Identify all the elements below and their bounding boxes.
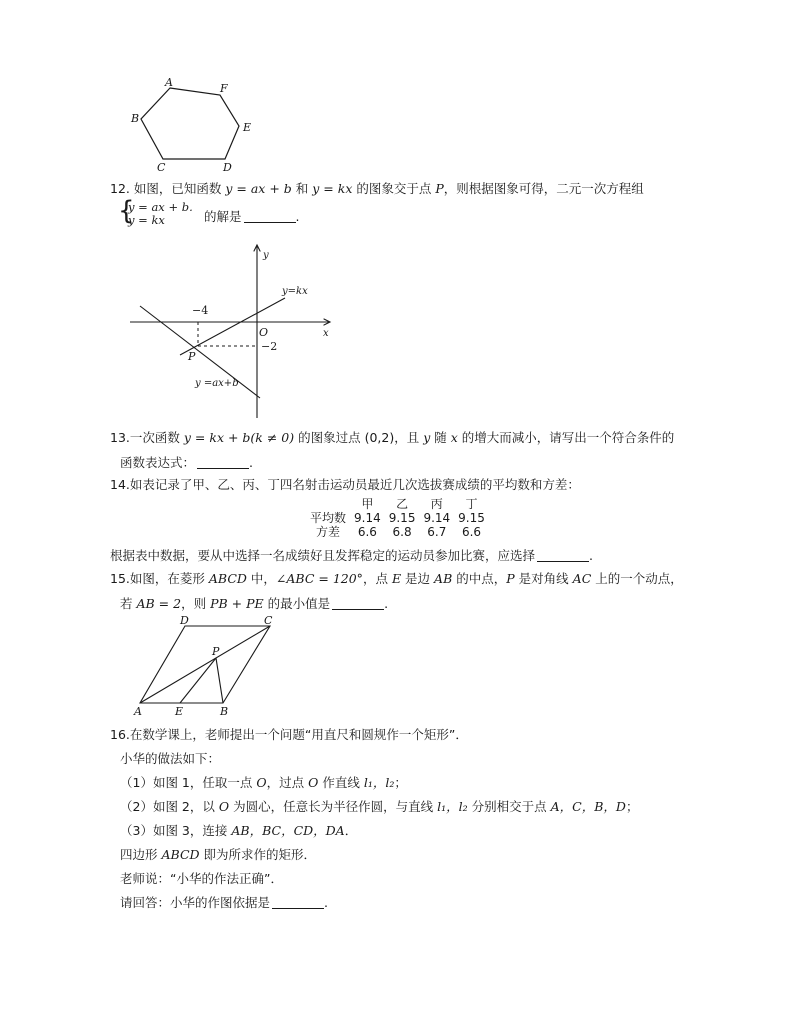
- q16-quad: [120, 847, 316, 863]
- q13-number: 13.: [110, 430, 130, 445]
- hexagon-label-e: E: [243, 121, 252, 134]
- q13-answer-blank[interactable]: [197, 456, 249, 469]
- q12-line2: [204, 209, 300, 225]
- q12-text-a: 如图，已知函数: [133, 181, 222, 196]
- q15-text-e: 的中点，: [456, 571, 507, 586]
- graph-label-axb: y =ax+b: [195, 378, 239, 389]
- hexagon-label-a: A: [165, 76, 173, 89]
- table-row: [306, 511, 489, 525]
- q14-conclusion: [110, 548, 593, 564]
- q14-number: 14.: [110, 477, 130, 492]
- q12-text-e: 的解是: [204, 209, 242, 224]
- q12-graph: [130, 240, 345, 422]
- table-cell: 9.14: [423, 511, 451, 525]
- q15-expr: PB + PE: [210, 596, 264, 611]
- q16-line1: [110, 727, 468, 743]
- q12-system-brace: {: [118, 196, 135, 226]
- q13-line1: [110, 430, 674, 446]
- hexagon-label-d: D: [223, 161, 232, 174]
- q16-step1-o2: O: [308, 775, 319, 790]
- q12-text-c: 的图象交于点: [356, 181, 432, 196]
- q16-step2-b: 为圆心，任意长为半径作圆，与直线: [233, 799, 434, 814]
- q16-step3-segments: AB，BC，CD，DA: [231, 823, 345, 838]
- table-cell: 9.15: [388, 511, 416, 525]
- q15-e: E: [391, 571, 402, 586]
- q13-line2: [120, 455, 253, 471]
- q16-step1-d: ；: [394, 775, 407, 790]
- hexagon-label-b: B: [131, 112, 140, 125]
- q13-text-b: 的图象过点 (0,2)，且: [298, 430, 420, 445]
- rhombus-label-d: D: [180, 614, 189, 627]
- q16-step2-c: 分别相交于点: [471, 799, 547, 814]
- q12-eq1: y = ax + b: [225, 181, 292, 196]
- q13-y: y: [423, 430, 431, 445]
- q15-ac: AC: [572, 571, 592, 586]
- table-cell: 方差: [316, 525, 341, 539]
- q16-step2-points: A，C，B，D: [550, 799, 626, 814]
- q16-step2-d: ；: [625, 799, 639, 814]
- q15-line2-c: 的最小值是: [267, 596, 331, 611]
- q16-ask: [120, 895, 328, 911]
- graph-label-p: P: [188, 350, 196, 363]
- q14-conclusion-text: 根据表中数据，要从中选择一名成绩好且发挥稳定的运动员参加比赛，应选择: [110, 548, 536, 563]
- graph-label-o: O: [259, 326, 269, 339]
- q16-quad-a: 四边形: [120, 847, 158, 862]
- rhombus-label-p: P: [212, 645, 220, 658]
- table-row: [306, 525, 489, 539]
- q13-text-a: 一次函数: [129, 430, 180, 445]
- q16-step1-o: O: [256, 775, 267, 790]
- q16-end: .: [324, 895, 328, 910]
- hexagon-label-c: C: [157, 161, 166, 174]
- table-cell: 9.15: [458, 511, 485, 525]
- q12-text-b: 和: [295, 181, 309, 196]
- q16-teacher: 老师说：“小华的作法正确”．: [120, 871, 283, 886]
- hexagon-label-f: F: [220, 82, 228, 95]
- q12-text-d: ，则根据图象可得，二元一次方程组: [443, 181, 644, 196]
- table-header-cell: 甲: [361, 497, 374, 511]
- q15-text-g: 上的一个动点，: [595, 571, 683, 586]
- q13-eq: y = kx + b(k ≠ 0): [183, 430, 295, 445]
- q16-step1-b: ，过点: [266, 775, 305, 790]
- q16-ask-text: 请回答：小华的作图依据是: [120, 895, 271, 910]
- q14-answer-blank[interactable]: [537, 549, 589, 562]
- q15-text-a: 如图，在菱形: [129, 571, 205, 586]
- q13-text-d: 的增大而减小，请写出一个符合条件的: [461, 430, 675, 445]
- q12-point-p: P: [435, 181, 444, 196]
- q15-text-d: 是边: [405, 571, 431, 586]
- q12-eq2: y = kx: [312, 181, 353, 196]
- q12-equation-system: [118, 196, 208, 229]
- q16-text: 在数学课上，老师提出一个问题“用直尺和圆规作一个矩形”．: [129, 727, 468, 742]
- q16-step2-o: O: [218, 799, 230, 814]
- q14-end: .: [589, 548, 593, 563]
- q15-line2-a: 若: [120, 596, 133, 611]
- q16-step2-lines: l₁，l₂: [437, 799, 468, 814]
- q13-x: x: [450, 430, 458, 445]
- q16-answer-blank[interactable]: [272, 896, 324, 909]
- q16-step3-a: （3）如图 3，连接: [120, 823, 228, 838]
- q16-step3-b: ．: [344, 823, 358, 838]
- q15-ab2: AB = 2: [136, 596, 182, 611]
- q14-stats-table: [306, 497, 489, 539]
- q15-answer-blank[interactable]: [332, 597, 384, 610]
- rhombus-label-e: E: [175, 705, 184, 718]
- q15-line1: [110, 571, 683, 587]
- table-cell: 9.14: [354, 511, 381, 525]
- q16-step1-c: 作直线: [322, 775, 360, 790]
- graph-label-neg4: −4: [192, 304, 209, 317]
- segment-pb: [216, 658, 223, 703]
- diagonal-ac: [140, 626, 270, 703]
- table-cell: 平均数: [310, 511, 347, 525]
- q13-text-c: 随: [434, 430, 447, 445]
- q13-line2-text: 函数表达式：: [120, 455, 196, 470]
- graph-label-neg2: −2: [261, 340, 278, 353]
- q15-number: 15.: [110, 571, 130, 586]
- rhombus-label-a: A: [134, 705, 142, 718]
- q16-number: 16.: [110, 727, 130, 742]
- q16-step1: [120, 775, 407, 791]
- table-cell: 6.6: [357, 525, 377, 539]
- table-cell: 6.6: [461, 525, 482, 539]
- graph-label-x: x: [323, 328, 329, 339]
- q15-p: P: [506, 571, 515, 586]
- table-cell: 6.7: [427, 525, 447, 539]
- rhombus-label-b: B: [220, 705, 229, 718]
- q15-text-c: ，点: [362, 571, 388, 586]
- q16-quad-b: 即为所求作的矩形．: [203, 847, 317, 862]
- q12-number: 12.: [110, 181, 130, 196]
- q16-step1-lines: l₁，l₂: [363, 775, 395, 790]
- q15-ab: AB: [434, 571, 453, 586]
- q14-line1: [110, 477, 580, 493]
- q13-end: .: [249, 455, 253, 470]
- q12-end: .: [295, 209, 300, 224]
- q12-answer-blank[interactable]: [244, 210, 296, 223]
- q14-text: 如表记录了甲、乙、丙、丁四名射击运动员最近几次选拔赛成绩的平均数和方差：: [129, 477, 580, 492]
- q15-line2: [120, 596, 388, 612]
- table-header-cell: 丙: [430, 497, 443, 511]
- q15-line2-b: ，则: [181, 596, 207, 611]
- rhombus-label-c: C: [264, 614, 273, 627]
- q16-step2-a: （2）如图 2，以: [120, 799, 215, 814]
- q15-rhombus-figure: [130, 612, 280, 720]
- table-header-cell: 丁: [465, 497, 478, 511]
- table-header-row: [306, 497, 489, 511]
- q15-text-f: 是对角线: [518, 571, 569, 586]
- q16-quad-abcd: ABCD: [161, 847, 200, 862]
- q15-text-b: 中，: [250, 571, 276, 586]
- table-header-cell: 乙: [396, 497, 409, 511]
- q16-step2: [120, 799, 638, 815]
- q16-intro: 小华的做法如下：: [120, 751, 221, 766]
- q12-system-line2: y = kx: [128, 213, 165, 227]
- q15-abcd: ABCD: [208, 571, 247, 586]
- table-cell: 6.8: [392, 525, 412, 539]
- q15-angle: ∠ABC = 120°: [275, 571, 363, 586]
- graph-label-y: y: [263, 250, 269, 261]
- q12-system-line1: y = ax + b.: [128, 200, 193, 214]
- q16-step3: [120, 823, 357, 839]
- hexagon-figure: [125, 74, 260, 174]
- segment-pe: [180, 658, 216, 703]
- q16-step1-a: （1）如图 1，任取一点: [120, 775, 253, 790]
- graph-label-kx: y=kx: [282, 286, 308, 297]
- q12-line1: [110, 181, 644, 197]
- q15-end: .: [384, 596, 389, 611]
- table-header-cell: [306, 497, 350, 511]
